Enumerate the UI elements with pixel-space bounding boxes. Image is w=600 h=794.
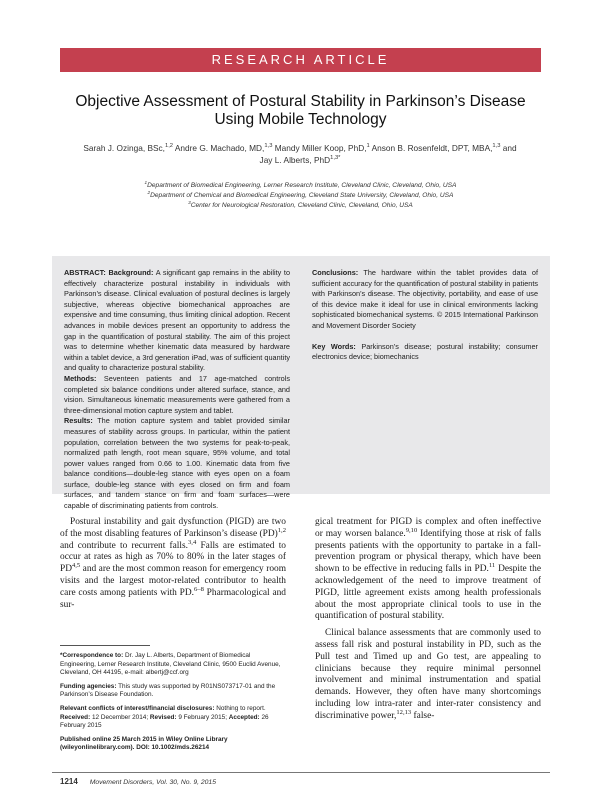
citation-sup: 6–8 bbox=[194, 585, 204, 593]
body-column-right bbox=[315, 517, 541, 723]
conflicts-text: Nothing to report. bbox=[216, 704, 266, 712]
citation-sup: 11 bbox=[488, 562, 496, 570]
correspondence-label: *Correspondence to: bbox=[60, 652, 124, 659]
dates-note bbox=[60, 705, 286, 731]
citation-sup: 12,13 bbox=[396, 708, 412, 716]
affiliation-line bbox=[60, 201, 541, 211]
author-affiliation-sup: 1 bbox=[366, 143, 370, 150]
abstract-label: ABSTRACT: bbox=[64, 268, 106, 277]
affiliation-line bbox=[60, 191, 541, 201]
article-type-banner: RESEARCH ARTICLE bbox=[60, 48, 541, 72]
footer-divider bbox=[52, 772, 550, 773]
abstract-results bbox=[64, 416, 290, 511]
author-name: Andre G. Machado, MD, bbox=[174, 143, 265, 153]
body-text: Falls are estimated to occur at rates as high as 70% to 80% in the later stages of PD bbox=[60, 540, 286, 575]
affiliation-sup: 2 bbox=[147, 189, 151, 195]
author-affiliation-sup: 1,3 bbox=[264, 143, 273, 150]
author-affiliation-sup: 1,3 bbox=[492, 143, 501, 150]
author-name: and Jay L. Alberts, PhD bbox=[259, 143, 517, 165]
correspondence-note bbox=[60, 652, 286, 678]
body-text: Despite the acknowledgement of the need to improve treatment of PIGD, little agreement exists among health professionals about the most appropriate clinical tools to use in the quantification of postural stability. bbox=[315, 564, 542, 622]
abstract-box bbox=[52, 256, 550, 511]
author-name: Anson B. Rosenfeldt, DPT, MBA, bbox=[371, 143, 493, 153]
body-text: Clinical balance assessments that are commonly used to assess fall risk and postural instability in PD, such as the Pull test and Timed up and Go test, are appealing to clinicians because they require minimal personnel involvement and minimal instrumentation and spatial demands. However, they often have many shortcomings including low intra-rater and inter-rater consistency and discriminative power, bbox=[315, 628, 541, 721]
body-text: and are the most common reason for emergency room visits and the largest motor-related contributor to health care costs among patients with PD. bbox=[60, 564, 286, 598]
abstract-column-right bbox=[312, 268, 538, 363]
accepted-label: Accepted: bbox=[228, 713, 260, 721]
abstract-keywords bbox=[312, 342, 538, 363]
revised-label: Revised: bbox=[149, 713, 177, 721]
affiliation-line bbox=[60, 181, 541, 191]
affiliation-text: Department of Chemical and Biomedical Engineering, Cleveland State University, Cleveland, Ohio, USA bbox=[150, 192, 454, 199]
results-label: Results: bbox=[64, 416, 93, 426]
published-online-note: Published online 25 March 2015 in Wiley Online Library (wileyonlinelibrary.com). DOI: 10.1002/mds.26214 bbox=[60, 735, 228, 752]
body-text: gical treatment for PIGD is complex and often ineffective or may worsen balance. bbox=[315, 517, 541, 539]
abstract-methods bbox=[64, 374, 290, 416]
affiliation-text: Center for Neurological Restoration, Cleveland Clinic, Cleveland, Ohio, USA bbox=[190, 202, 413, 209]
background-label: Background: bbox=[108, 268, 154, 277]
citation-sup: 4,5 bbox=[71, 562, 81, 570]
methods-label: Methods: bbox=[64, 373, 97, 383]
results-text: The motion capture system and tablet provided similar measures of stability across groups. In particular, within the patient population, correlation between the two systems for peak-to-peak, normalized path length, root mean square, 95% volume, and total power values ranged from 0.66 to 1.00. Kinematic data from five balance conditions—double-leg stance with eyes open on a foam surface, double-leg stance with eyes closed on firm and foam surfaces, and tandem stance on firm and foam surfaces—were capable of discriminating patients from controls. bbox=[64, 416, 290, 511]
conclusions-text: The hardware within the tablet provides data of sufficient accuracy for the quantification of postural stability in patients with Parkinson’s disease. The objectivity, portability, and ease of use of this device make it ideal for use in clinical environments lacking sophisticated biomechanical systems. © 2015 International Parkinson and Movement Disorder Society bbox=[312, 268, 538, 330]
body-paragraph bbox=[315, 628, 541, 722]
page-number: 1214 bbox=[60, 777, 78, 786]
conflicts-label: Relevant conflicts of interest/financial disclosures: bbox=[60, 704, 215, 712]
author-name: Sarah J. Ozinga, BSc, bbox=[83, 143, 165, 153]
body-text: Identifying those at risk of falls presents patients with the opportunity to partake in a fall-prevention program or physical therapy, which have been shown to be effective in reducing falls in PD. bbox=[315, 528, 541, 575]
funding-note bbox=[60, 683, 286, 700]
footnotes bbox=[60, 645, 286, 758]
citation-sup: 9,10 bbox=[405, 526, 418, 534]
methods-text: Seventeen patients and 17 age-matched controls completed six balance conditions under altered surface, stance, and vision. Simultaneous kinematic measurements were gathered from a three-dimensional motion capture system and tablet. bbox=[64, 373, 290, 415]
abstract-conclusions bbox=[312, 268, 538, 332]
revised-date: 9 February 2015; bbox=[178, 713, 227, 721]
author-affiliation-sup: 1,3* bbox=[330, 155, 341, 162]
body-text: false- bbox=[411, 710, 435, 721]
funding-text: This study was supported by R01NS073717-01 and the Parkinson’s Disease Foundation. bbox=[60, 682, 276, 699]
affiliation-list bbox=[60, 181, 541, 211]
footnote-divider bbox=[60, 645, 150, 646]
citation-sup: 1,2 bbox=[277, 526, 286, 534]
affiliation-text: Department of Biomedical Engineering, Lerner Research Institute, Cleveland Clinic, Cleveland, Ohio, USA bbox=[147, 182, 457, 189]
received-label: Received: bbox=[60, 713, 91, 721]
accepted-date: 26 February 2015 bbox=[60, 713, 269, 730]
background-text: A significant gap remains in the ability to effectively characterize postural instability in individuals with Parkinson’s disease. Clinical evaluation of postural declines is largely subjective, whereas objective biomechanical approaches are expensive and time consuming, thus limiting clinical adoption. Recent advances in mobile devices present an opportunity to address the gap in the quantification of postural stability. The aim of this project was to determine whether kinematic data measured by hardware within a tablet device, a 3rd generation iPad, was of sufficient quantity and quality to characterize postural stability. bbox=[64, 268, 291, 373]
citation-sup: 3,4 bbox=[188, 538, 197, 546]
affiliation-sup: 1 bbox=[144, 179, 148, 185]
journal-citation: Movement Disorders, Vol. 30, No. 9, 2015 bbox=[89, 779, 216, 786]
received-date: 12 December 2014; bbox=[91, 713, 149, 721]
keywords-label: Key Words: bbox=[312, 341, 356, 351]
abstract-background bbox=[64, 268, 290, 374]
conclusions-label: Conclusions: bbox=[312, 268, 359, 277]
abstract-column-left bbox=[64, 268, 290, 512]
body-paragraph bbox=[60, 517, 286, 611]
author-affiliation-sup: 1,2 bbox=[164, 143, 174, 150]
affiliation-sup: 3 bbox=[188, 199, 191, 205]
body-text: Postural instability and gait dysfunction (PIGD) are two of the most disabling features of Parkinson’s disease (PD) bbox=[60, 517, 286, 539]
body-column-left bbox=[60, 517, 286, 611]
body-text: and contribute to recurrent falls. bbox=[60, 540, 189, 551]
author-list bbox=[80, 142, 520, 166]
article-title: Objective Assessment of Postural Stability in Parkinson’s Disease Using Mobile Technology bbox=[75, 93, 526, 128]
body-paragraph bbox=[315, 517, 541, 623]
author-name: Mandy Miller Koop, PhD, bbox=[274, 143, 367, 153]
body-text: Pharmacological and sur- bbox=[60, 587, 286, 610]
funding-label: Funding agencies: bbox=[60, 682, 117, 690]
page-footer bbox=[60, 777, 216, 786]
correspondence-text: Dr. Jay L. Alberts, Department of Biomedical Engineering, Lerner Research Institute, Cleveland Clinic, 9500 Euclid Avenue, Cleveland, OH 44195, e-mail: albertj@ccf.org bbox=[60, 652, 281, 677]
keywords-text: Parkinson’s disease; postural instability; consumer electronics device; biomechanics bbox=[312, 341, 538, 362]
